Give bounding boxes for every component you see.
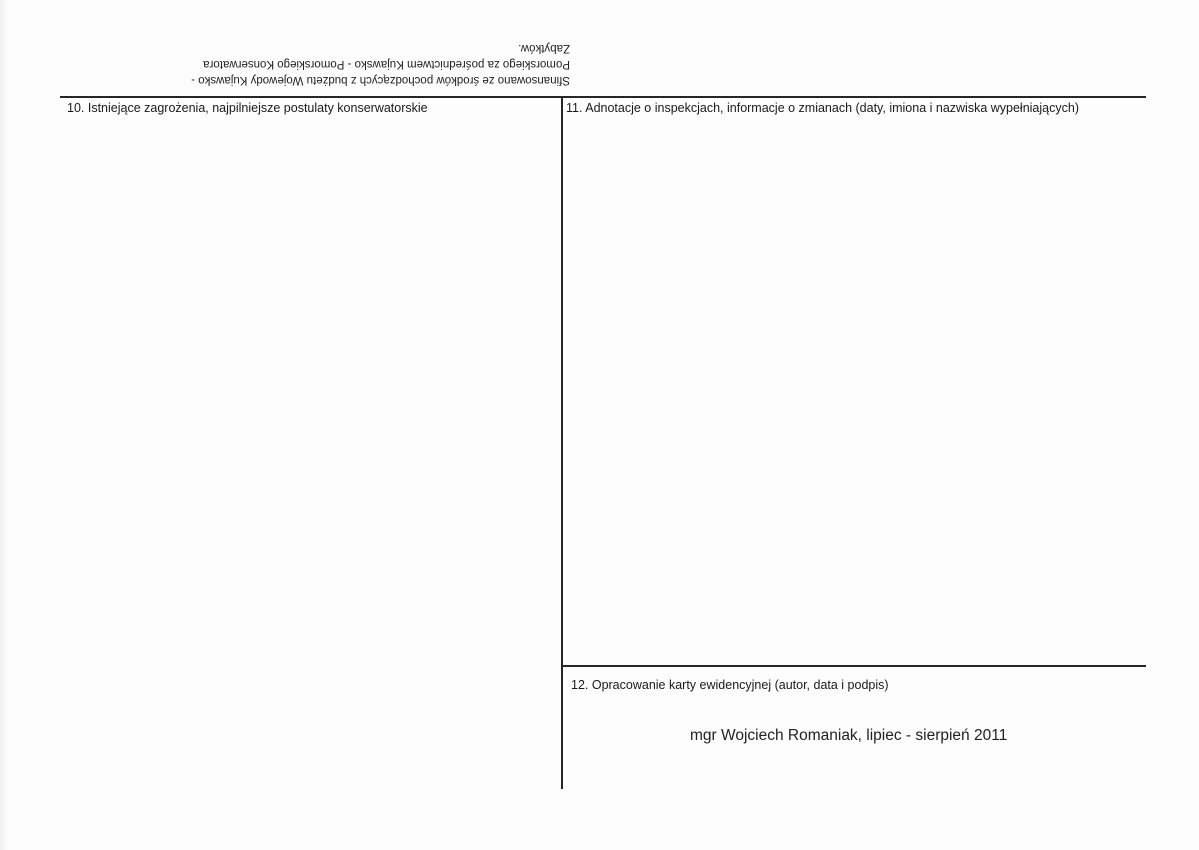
funding-note-line-2: Pomorskiego za pośrednictwem Kujawsko - Pomorskiego Konserwatora [203, 58, 570, 70]
funding-note-line-3: Zabytków. [518, 42, 570, 54]
section-12-label: 12. Opracowanie karty ewidencyjnej (autor, data i podpis) [571, 678, 889, 692]
top-rule [60, 96, 1146, 98]
section-10-label: 10. Istniejące zagrożenia, najpilniejsze postulaty konserwatorskie [67, 101, 428, 115]
funding-note-upside-down [100, 40, 570, 88]
section-12-rule [561, 665, 1146, 667]
column-divider [561, 96, 563, 789]
section-11-label: 11. Adnotacje o inspekcjach, informacje o zmianach (daty, imiona i nazwiska wypełniających) [566, 101, 1079, 115]
scan-edge-shadow [0, 0, 8, 850]
funding-note-line-1: Sfinansowano ze środków pochodzących z budżetu Wojewody Kujawsko - [191, 74, 570, 86]
author-and-date: mgr Wojciech Romaniak, lipiec - sierpień 2011 [690, 727, 1008, 744]
